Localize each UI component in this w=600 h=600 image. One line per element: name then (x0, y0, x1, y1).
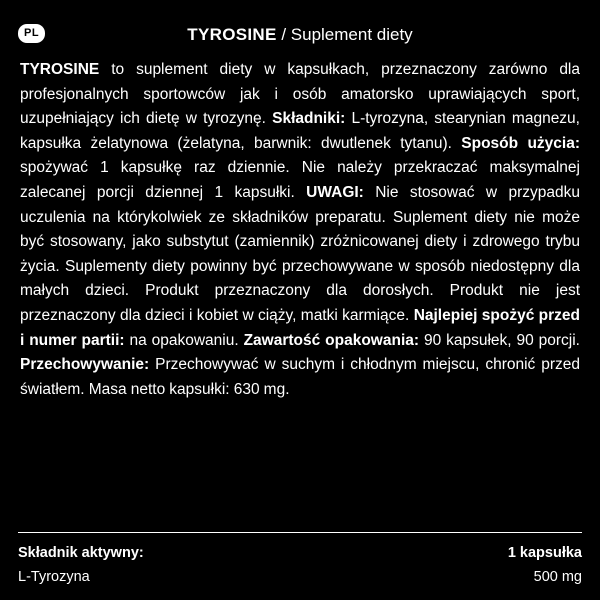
ingredients-label: Składniki: (272, 110, 346, 128)
ingredients-text: L-tyrozyna, stearynian magnezu, kapsułka żelatynowa (żelatyna, barwnik: dwutlenek tytanu). (20, 110, 580, 152)
package-content-label: Zawartość opakowania: (243, 331, 420, 349)
table-header-serving: 1 kapsułka (507, 545, 582, 561)
page-title (187, 25, 412, 45)
storage-label: Przechowywanie: (20, 356, 150, 374)
warning-label: UWAGI: (306, 183, 364, 201)
lead-text: to suplement diety w kapsułkach, przeznaczony zarówno dla profesjonalnych sportowców jak i osób amatorsko uprawiających sport, uzupełniający ich dietę w tyrozynę. (20, 61, 580, 128)
table-cell-ingredient-amount: 500 mg (533, 569, 582, 585)
table-row (18, 566, 582, 588)
product-name: TYROSINE (187, 25, 277, 44)
label-header (18, 22, 582, 48)
language-badge: PL (18, 24, 45, 43)
best-before-label: Najlepiej spożyć przed i numer partii: (20, 306, 580, 349)
product-description (18, 58, 582, 402)
usage-label: Sposób użycia: (461, 134, 580, 152)
usage-text: spożywać 1 kapsułkę raz dziennie. Nie należy przekraczać maksymalnej zalecanej porcji dziennej 1 kapsułki. (20, 159, 580, 201)
lead-bold-text: TYROSINE (20, 61, 100, 78)
nutrition-table (18, 518, 582, 588)
warning-text: Nie stosować w przypadku uczulenia na którykolwiek ze składników preparatu. Suplement diety nie może być stosowany, jako substytut (zamiennik) zróżnicowanej diety i zdrowego trybu życia. Suplementy diety powinny być przechowywane w sposób niedostępny dla małych dzieci. Produkt przeznaczony dla dorosłych. Produkt nie jest przeznaczony dla dzieci i kobiet w ciąży, matki karmiące. (20, 183, 580, 324)
table-header-row (18, 542, 582, 564)
table-header-ingredient: Składnik aktywny: (18, 545, 144, 561)
best-before-text: na opakowaniu. (124, 331, 244, 349)
table-divider (18, 532, 582, 533)
table-cell-ingredient-name: L-Tyrozyna (18, 569, 90, 585)
product-subtitle: / Suplement diety (276, 25, 413, 44)
package-content-text: 90 kapsułek, 90 porcji. (419, 331, 580, 349)
storage-text: Przechowywać w suchym i chłodnym miejscu, chronić przed światłem. Masa netto kapsułki: 630 mg. (20, 356, 580, 398)
